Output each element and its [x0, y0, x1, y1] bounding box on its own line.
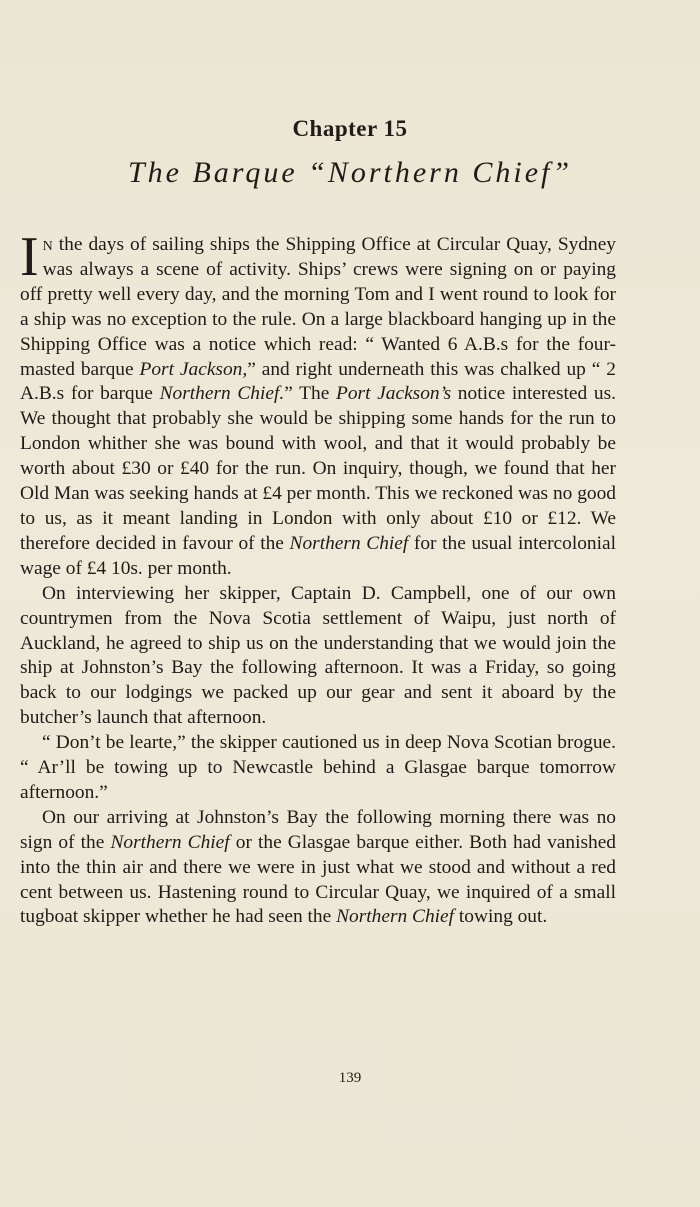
chapter-body: [20, 226, 617, 930]
ship-name: Northern Chief: [110, 831, 230, 853]
ship-name: Northern Chief: [289, 532, 409, 554]
paragraph-4: [20, 806, 616, 931]
text-span: On interviewing her skipper, Captain D. Campbell, one of our own countrymen from the Nova Scotia settlement of Waipu, just north of Auckland, he agreed to ship us on the understanding that we would join the ship at Johnston’s Bay the following afternoon. It was a Friday, so going back to our lodgings we packed up our gear and sent it aboard by the butcher’s launch that afternoon.: [20, 582, 616, 729]
text-span: towing out.: [454, 906, 548, 928]
chapter-title: The Barque “Northern Chief”: [127, 156, 573, 189]
paragraph-3: [20, 731, 616, 806]
text-span: or the Glasgae barque either. Both had vanished into the thin air and there we were in just what we stood and without a red cent between us. Hastening round to Circular Quay, we inquired of a small tugboat skipper whether he had seen the: [20, 831, 617, 928]
paragraph-2: [20, 582, 616, 731]
drop-cap: I: [20, 226, 39, 288]
ship-name: Northern Chief.: [159, 383, 285, 405]
text-span: “ Don’t be learte,” the skipper cautioned us in deep Nova Scotian brogue. “ Ar’ll be towing up to Newcastle behind a Glasgae barque tomorrow afternoon.”: [20, 732, 616, 803]
chapter-number: Chapter 15: [292, 116, 408, 141]
paragraph-1: [20, 226, 617, 582]
ship-name: Northern Chief: [336, 906, 455, 928]
text-span: notice interested us. We thought that probably she would be shipping some hands for the run to London whither she was bound with wool, and that it would probably be worth about £30 or £40 for the run. On inquiry, though, we found that her Old Man was seeking hands at £4 per month. This we reckoned was no good to us, as it meant landing in London with only about £10 or £12. We therefore decided in favour of the: [20, 383, 617, 554]
text-span: the days of sailing ships the Shipping Office at Circular Quay, Sydney was always a scene of activity. Ships’ crews were signing on or paying off pretty well every day, and the morning Tom and I went round to look for a ship was no exception to the rule. On a large blackboard hanging up in the Shipping Office was a notice which read: “ Wanted 6 A.B.s for the four-masted barque: [20, 234, 616, 380]
text-span: ” and right underneath this was chalked up “ 2 A.B.s for barque: [20, 358, 616, 405]
text-span: ” The: [284, 383, 337, 405]
ship-name: Port Jackson’s: [336, 383, 452, 405]
text-span: for the usual intercolonial wage of £4 10s. per month.: [20, 532, 616, 579]
text-span: On our arriving at Johnston’s Bay the following morning there was no sign of the: [20, 806, 616, 853]
text-span: n: [42, 234, 53, 255]
ship-name: Port Jackson,: [139, 358, 248, 380]
page-number: 139: [338, 1070, 362, 1086]
